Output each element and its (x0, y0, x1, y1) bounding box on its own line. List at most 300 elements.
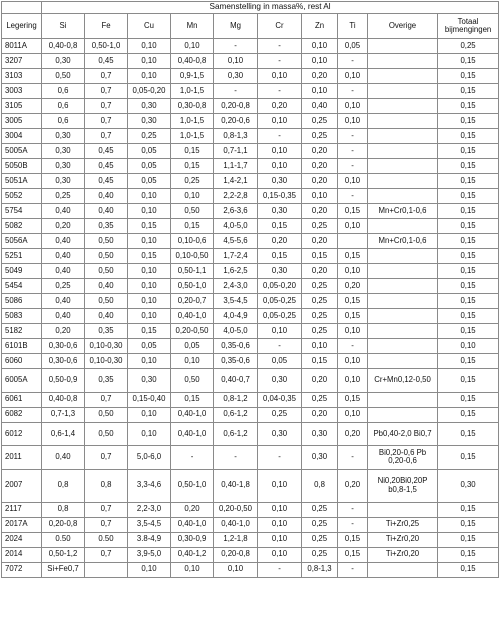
table-cell: 3,5-4,5 (214, 294, 258, 309)
table-cell: 0,20-0,8 (214, 99, 258, 114)
table-cell: 6061 (2, 392, 42, 407)
table-cell: 6101B (2, 339, 42, 354)
table-row (2, 324, 499, 339)
table-cell: 0,10 (258, 69, 302, 84)
table-cell: 2017A (2, 517, 42, 532)
table-row (2, 234, 499, 249)
table-cell: 0,50 (42, 69, 85, 84)
table-cell: 2,2-3,0 (128, 502, 171, 517)
table-cell: 4,5-5,6 (214, 234, 258, 249)
table-cell: 0,30 (42, 174, 85, 189)
table-cell: 0,40 (42, 249, 85, 264)
table-cell: Si+Fe0,7 (42, 562, 85, 577)
table-cell: 0,10 (258, 517, 302, 532)
table-cell: 0,10 (128, 562, 171, 577)
table-cell: Ni0,20Bi0,20P b0,8-1,5 (368, 469, 438, 502)
table-cell: 0,05 (338, 39, 368, 54)
table-cell: 5049 (2, 264, 42, 279)
table-cell: 0,50-0,9 (42, 369, 85, 393)
header-legering: Legering (2, 14, 42, 39)
table-cell: 0,10-0,30 (85, 354, 128, 369)
table-cell: 0,25 (302, 547, 338, 562)
table-cell (368, 562, 438, 577)
table-cell: 0,6 (42, 114, 85, 129)
header-row (2, 14, 499, 39)
table-row (2, 114, 499, 129)
table-cell: 6005A (2, 369, 42, 393)
table-cell: 0,40-0,8 (171, 54, 214, 69)
table-cell: 0,8 (42, 502, 85, 517)
table-cell: 0,04-0,35 (258, 392, 302, 407)
table-cell: 0,05 (171, 339, 214, 354)
table-cell: 5082 (2, 219, 42, 234)
table-cell: 2,2-2,8 (214, 189, 258, 204)
table-cell: 0,15 (438, 69, 499, 84)
table-cell: - (258, 339, 302, 354)
table-row (2, 174, 499, 189)
table-cell: 0,10 (338, 369, 368, 393)
table-cell: - (338, 129, 368, 144)
table-cell: 3207 (2, 54, 42, 69)
table-cell: 0,40-0,8 (42, 392, 85, 407)
table-cell: 0,45 (85, 144, 128, 159)
table-cell: - (338, 189, 368, 204)
table-cell: 0,10 (338, 99, 368, 114)
table-cell: 5454 (2, 279, 42, 294)
table-cell: 0,10 (128, 279, 171, 294)
table-cell: Ti+Zr0,20 (368, 532, 438, 547)
table-cell: 0,15 (338, 294, 368, 309)
table-cell: 0,7 (85, 502, 128, 517)
table-cell: 0,10 (258, 324, 302, 339)
table-cell: 0,7-1,1 (214, 144, 258, 159)
table-cell: 0,15 (438, 562, 499, 577)
table-cell: - (214, 84, 258, 99)
table-cell: 0,20 (258, 234, 302, 249)
table-cell: 0,10 (302, 54, 338, 69)
table-row (2, 309, 499, 324)
table-cell: Bi0,20-0,6 Pb 0,20-0,6 (368, 446, 438, 470)
table-cell: 0,05-0,20 (128, 84, 171, 99)
composition-table (1, 1, 499, 578)
table-cell: 1,0-1,5 (171, 84, 214, 99)
table-cell: 1,0-1,5 (171, 129, 214, 144)
table-cell: 5051A (2, 174, 42, 189)
table-cell: 0,40-0,8 (42, 39, 85, 54)
table-cell: - (338, 446, 368, 470)
table-cell: 2024 (2, 532, 42, 547)
header-totaal: Totaal bijmengingen (438, 14, 499, 39)
table-cell: 0,15 (438, 547, 499, 562)
table-cell: 0,50-1,0 (171, 279, 214, 294)
table-cell: 0,10 (171, 562, 214, 577)
table-cell: 0,30 (128, 99, 171, 114)
table-cell: 0,10 (214, 562, 258, 577)
table-cell: 3005 (2, 114, 42, 129)
table-cell: 0,40 (42, 204, 85, 219)
table-cell: 0,10-0,6 (171, 234, 214, 249)
table-cell: 5056A (2, 234, 42, 249)
table-cell: 0,15 (438, 354, 499, 369)
table-cell: 4,0-5,0 (214, 324, 258, 339)
table-cell: 0,10 (302, 84, 338, 99)
table-cell: 0,40 (42, 446, 85, 470)
table-cell: 0,20 (338, 469, 368, 502)
table-cell: 0,20 (302, 174, 338, 189)
table-cell: 0,20 (338, 422, 368, 446)
header-zn: Zn (302, 14, 338, 39)
table-cell: 0,15 (128, 324, 171, 339)
table-cell: 3105 (2, 99, 42, 114)
table-cell: 2,4-3,0 (214, 279, 258, 294)
table-cell: 0,30 (438, 469, 499, 502)
table-row (2, 129, 499, 144)
table-row (2, 249, 499, 264)
table-cell: 0,50 (171, 369, 214, 393)
table-cell: 0,20-0,50 (171, 324, 214, 339)
table-cell (368, 39, 438, 54)
table-row (2, 264, 499, 279)
table-cell: 0,15 (171, 159, 214, 174)
table-cell: 3003 (2, 84, 42, 99)
table-cell: 0,10 (438, 339, 499, 354)
table-cell: 0,05 (128, 339, 171, 354)
table-cell: - (338, 84, 368, 99)
table-cell: 0,20-0,8 (42, 517, 85, 532)
table-cell (368, 99, 438, 114)
table-cell: 0,25 (128, 129, 171, 144)
table-cell (368, 324, 438, 339)
table-cell: 0,15 (338, 547, 368, 562)
table-cell: 0,35-0,6 (214, 354, 258, 369)
table-cell: 0,40 (85, 309, 128, 324)
table-cell (368, 502, 438, 517)
table-cell: 0,25 (302, 532, 338, 547)
table-cell: 6012 (2, 422, 42, 446)
table-cell: 0,35-0,6 (214, 339, 258, 354)
table-cell: 0,15 (438, 189, 499, 204)
table-cell: 0,25 (42, 189, 85, 204)
table-cell: 0,35 (85, 369, 128, 393)
table-cell: 0,40-0,7 (214, 369, 258, 393)
table-cell: 0,10 (302, 339, 338, 354)
table-row (2, 54, 499, 69)
table-cell: 0,20 (302, 204, 338, 219)
table-cell: 0,25 (302, 324, 338, 339)
table-row (2, 446, 499, 470)
table-cell: 0,15 (438, 159, 499, 174)
table-cell: 0,20 (302, 69, 338, 84)
table-cell: 0,10 (258, 547, 302, 562)
table-cell: 0,20 (302, 159, 338, 174)
table-cell: 0,20 (302, 264, 338, 279)
table-cell: 0,45 (85, 159, 128, 174)
table-cell: 0,15 (438, 144, 499, 159)
table-cell: 0,7 (85, 84, 128, 99)
header-fe: Fe (85, 14, 128, 39)
table-cell: 0,50 (85, 422, 128, 446)
table-cell: 0,10 (128, 264, 171, 279)
table-cell: 3,5-4,5 (128, 517, 171, 532)
table-cell: 0,30-0,8 (171, 99, 214, 114)
table-cell: 0,25 (302, 517, 338, 532)
table-cell: 0,30-0,9 (171, 532, 214, 547)
table-cell: 0,40-1,0 (214, 517, 258, 532)
table-cell: 0,25 (302, 392, 338, 407)
table-cell: 0,10 (171, 189, 214, 204)
table-cell: 0,50-1,2 (42, 547, 85, 562)
table-cell: 0.50 (85, 532, 128, 547)
table-cell: 0,15 (438, 369, 499, 393)
table-cell: 0,30-0,6 (42, 339, 85, 354)
table-cell: 0,25 (438, 39, 499, 54)
table-cell: 0,10 (128, 354, 171, 369)
table-cell: 0.50 (42, 532, 85, 547)
table-cell: 0,10 (128, 309, 171, 324)
table-cell (85, 562, 128, 577)
table-cell: 0,10 (128, 407, 171, 422)
table-cell: 0,20 (338, 279, 368, 294)
table-cell: 2011 (2, 446, 42, 470)
table-cell (368, 114, 438, 129)
table-cell (368, 54, 438, 69)
table-cell: 0,15 (258, 219, 302, 234)
table-cell: - (338, 517, 368, 532)
table-cell: 0,25 (302, 294, 338, 309)
table-cell: 0,10 (338, 264, 368, 279)
table-cell: 0,10 (338, 407, 368, 422)
table-cell (368, 339, 438, 354)
table-cell: 5083 (2, 309, 42, 324)
table-cell: - (214, 39, 258, 54)
table-cell: - (338, 562, 368, 577)
table-cell: 0,6-1,2 (214, 422, 258, 446)
table-cell: 0,15 (438, 324, 499, 339)
table-cell: 0,05-0,20 (258, 279, 302, 294)
header-mg: Mg (214, 14, 258, 39)
table-cell: 0,30 (128, 114, 171, 129)
table-cell: 0,6-1,4 (42, 422, 85, 446)
table-cell: 0,15 (258, 249, 302, 264)
table-cell: 0,40 (85, 279, 128, 294)
table-cell (368, 407, 438, 422)
table-cell: - (338, 339, 368, 354)
table-cell (368, 189, 438, 204)
table-cell: 0,10 (128, 204, 171, 219)
table-cell: 6082 (2, 407, 42, 422)
table-row (2, 99, 499, 114)
header-cu: Cu (128, 14, 171, 39)
table-cell: 0,30 (128, 369, 171, 393)
header-ti: Ti (338, 14, 368, 39)
table-cell (368, 309, 438, 324)
table-cell (368, 174, 438, 189)
table-cell: 0,7 (85, 69, 128, 84)
table-cell: 3103 (2, 69, 42, 84)
table-cell: 0,20 (258, 99, 302, 114)
table-cell: 1,4-2,1 (214, 174, 258, 189)
table-row (2, 159, 499, 174)
table-cell: 0,15 (338, 204, 368, 219)
table-cell: 0,20 (302, 407, 338, 422)
table-cell (368, 294, 438, 309)
table-cell: 0,6 (42, 99, 85, 114)
table-cell: 0,40-1,2 (171, 547, 214, 562)
table-row (2, 532, 499, 547)
table-cell (368, 69, 438, 84)
table-cell: Cr+Mn0,12-0,50 (368, 369, 438, 393)
table-cell: 0,15 (438, 532, 499, 547)
table-cell: 0,15 (302, 249, 338, 264)
table-cell: 3.8-4,9 (128, 532, 171, 547)
table-cell: 0,15 (338, 249, 368, 264)
table-cell: 0,15 (438, 294, 499, 309)
table-cell: 3,9-5,0 (128, 547, 171, 562)
table-cell: 5182 (2, 324, 42, 339)
table-cell: 0,50 (85, 294, 128, 309)
table-row (2, 562, 499, 577)
table-cell: 0,40-1,0 (171, 309, 214, 324)
table-cell: 0,20-0,7 (171, 294, 214, 309)
table-cell: 0,40-1,0 (171, 407, 214, 422)
table-row (2, 279, 499, 294)
table-cell: 0,15 (338, 392, 368, 407)
table-cell: 5754 (2, 204, 42, 219)
table-cell: - (338, 144, 368, 159)
table-cell: Mn+Cr0,1-0,6 (368, 234, 438, 249)
table-cell: 0,6-1,2 (214, 407, 258, 422)
table-cell: 4,0-4,9 (214, 309, 258, 324)
table-cell: 0,15 (438, 204, 499, 219)
table-cell: 0,15 (438, 309, 499, 324)
table-cell: 0,40 (42, 294, 85, 309)
table-cell: 0,15 (438, 392, 499, 407)
table-cell: 0,20 (42, 324, 85, 339)
header-cr: Cr (258, 14, 302, 39)
table-cell: 6060 (2, 354, 42, 369)
table-cell: 0,10 (258, 469, 302, 502)
table-row (2, 392, 499, 407)
table-cell: 0,8-1,3 (214, 129, 258, 144)
table-cell: 0,25 (302, 219, 338, 234)
table-cell: - (258, 562, 302, 577)
table-cell: 0,20 (302, 144, 338, 159)
table-cell: 0,15 (171, 392, 214, 407)
table-cell: 0,40 (85, 189, 128, 204)
table-cell: 0,40 (42, 234, 85, 249)
table-row (2, 369, 499, 393)
table-cell: 0,10 (258, 144, 302, 159)
table-row (2, 39, 499, 54)
table-cell: 0,10 (338, 219, 368, 234)
table-cell: 0,05-0,25 (258, 309, 302, 324)
table-cell: 0,7-1,3 (42, 407, 85, 422)
table-cell (368, 279, 438, 294)
table-cell: 0,25 (302, 502, 338, 517)
table-cell: 4,0-5,0 (214, 219, 258, 234)
table-cell: 0,8 (85, 469, 128, 502)
table-cell: 1,7-2,4 (214, 249, 258, 264)
table-cell: 0,10 (338, 114, 368, 129)
table-cell: 0,25 (258, 407, 302, 422)
table-cell: 0,15 (438, 264, 499, 279)
table-cell (368, 144, 438, 159)
table-cell: 0,10 (258, 502, 302, 517)
table-cell: 0,10 (128, 69, 171, 84)
table-title: Samenstelling in massa%, rest Al (42, 2, 499, 14)
table-cell: - (338, 159, 368, 174)
header-overige: Overige (368, 14, 438, 39)
table-cell: 0,15 (438, 407, 499, 422)
table-cell: 0,10 (128, 39, 171, 54)
table-cell: 0,15-0,40 (128, 392, 171, 407)
table-cell: 0,30 (258, 264, 302, 279)
table-cell: 0,40 (85, 204, 128, 219)
table-cell: 1,0-1,5 (171, 114, 214, 129)
table-cell: 0,15 (438, 54, 499, 69)
table-cell: 0,15 (438, 502, 499, 517)
table-cell: 0,30 (258, 204, 302, 219)
table-row (2, 354, 499, 369)
table-cell: - (171, 446, 214, 470)
table-cell: 5050B (2, 159, 42, 174)
table-cell: 0,9-1,5 (171, 69, 214, 84)
table-cell: - (258, 84, 302, 99)
table-cell: 0,40-1,0 (171, 422, 214, 446)
table-row (2, 407, 499, 422)
table-cell: 5005A (2, 144, 42, 159)
table-cell: 0,30 (42, 159, 85, 174)
table-row (2, 422, 499, 446)
table-cell: 0,20 (171, 502, 214, 517)
table-cell: 0,40 (42, 264, 85, 279)
table-cell: 0,30 (258, 174, 302, 189)
table-cell: 0,30 (42, 54, 85, 69)
table-cell: 0,15 (438, 249, 499, 264)
table-cell: 0,20-0,50 (214, 502, 258, 517)
table-cell: 0,05 (128, 174, 171, 189)
table-cell: 0,10 (128, 189, 171, 204)
table-cell: 0,30 (214, 69, 258, 84)
table-cell: 0,15 (438, 234, 499, 249)
table-cell: 0,7 (85, 99, 128, 114)
table-cell: - (214, 446, 258, 470)
table-cell: 0,25 (302, 279, 338, 294)
table-cell (368, 219, 438, 234)
table-cell: 0,30 (302, 446, 338, 470)
table-cell: 5251 (2, 249, 42, 264)
table-cell: 0,50 (85, 249, 128, 264)
table-cell: 0,15 (438, 446, 499, 470)
table-cell: 5052 (2, 189, 42, 204)
table-cell: 7072 (2, 562, 42, 577)
table-cell: 3,3-4,6 (128, 469, 171, 502)
table-row (2, 144, 499, 159)
table-cell: 0,50 (85, 234, 128, 249)
table-cell: 0,20-0,6 (214, 114, 258, 129)
table-cell: 0,25 (302, 114, 338, 129)
table-cell: 0,50-1,1 (171, 264, 214, 279)
table-cell: 0,20 (302, 234, 338, 249)
table-cell: 0,10 (338, 354, 368, 369)
table-cell: 0,25 (302, 309, 338, 324)
table-cell: 0,7 (85, 446, 128, 470)
table-cell: 0,15 (302, 354, 338, 369)
table-cell: 0,15 (338, 532, 368, 547)
table-cell: 0,40-1,8 (214, 469, 258, 502)
table-cell: 0,8 (42, 469, 85, 502)
table-cell (368, 354, 438, 369)
